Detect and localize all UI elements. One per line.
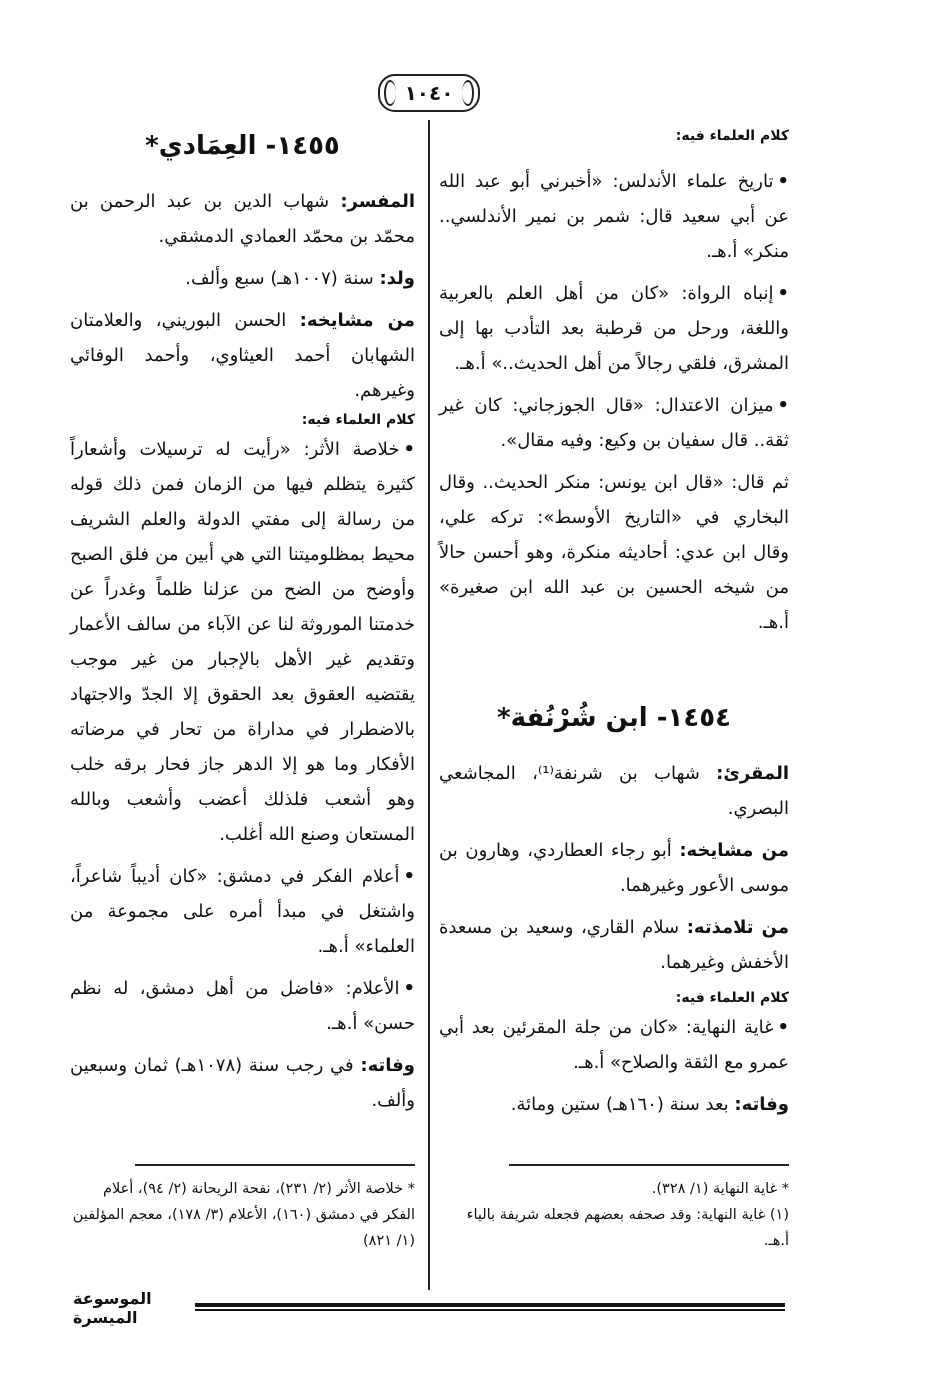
right-entry-body (439, 756, 789, 1122)
bullet-icon: • (403, 978, 415, 999)
right-section-head: كلام العلماء فيه: (675, 128, 789, 144)
bullet-icon: • (777, 283, 789, 304)
column-divider (428, 120, 430, 1290)
bullet-icon: • (777, 1017, 789, 1038)
right-entry-line: المقرئ: شهاب بن شرنفة⁽¹⁾، المجاشعي البصري. (439, 763, 789, 819)
left-para-2: •أعلام الفكر في دمشق: «كان أديباً شاعراً، واشتغل في مبدأ أمره على مجموعة من العلماء» أ.هـ. (70, 866, 415, 957)
footer-rule (195, 1303, 785, 1307)
right-footnote-1: * غاية النهاية (١/ ٣٢٨). (651, 1181, 789, 1197)
right-para-5: •غاية النهاية: «كان من جلة المقرئين بعد أبي عمرو مع الثقة والصلاح» أ.هـ. (439, 1017, 789, 1073)
left-footnote: * خلاصة الأثر (٢/ ٢٣١)، نفحة الريحانة (٢/ ٩٤)، أعلام الفكر في دمشق (١٦٠)، الأعلام (٣/ ١٧٨)، معجم المؤلفين (١/ ٨٢١) (72, 1181, 415, 1249)
footer-book-title: الموسوعة الميسرة (73, 1289, 152, 1327)
bullet-icon: • (777, 171, 789, 192)
page-number (378, 74, 480, 112)
right-entry-line: من تلامذته: سلام القاري، وسعيد بن مسعدة الأخفش وغيرهما. (439, 917, 789, 973)
right-body-top (439, 164, 789, 640)
footer-rule-thin (195, 1309, 785, 1311)
left-entry-line: ولد: سنة (١٠٠٧هـ) سبع وألف. (185, 268, 415, 289)
left-footnotes (70, 1176, 415, 1254)
right-section-head-2: كلام العلماء فيه: (675, 990, 789, 1006)
bullet-icon: • (777, 395, 789, 416)
bullet-icon: • (403, 866, 415, 887)
right-para-4: ثم قال: «قال ابن يونس: منكر الحديث.. وقال البخاري في «التاريخ الأوسط»: تركه علي، وقال ابن عدي: أحاديثه منكرة، وهو أحسن حالاً من شيخه الحسين بن عبد الله ابن صغيرة» أ.هـ. (439, 472, 789, 633)
left-entry-line: المفسر: شهاب الدين بن عبد الرحمن بن محمّد بن محمّد العمادي الدمشقي. (70, 191, 415, 247)
left-footnote-rule (135, 1164, 415, 1166)
right-para-2: •إنباه الرواة: «كان من أهل العلم بالعربية واللغة، ورحل من قرطبة بعد التأدب بها إلى المشرق، فلقي رجالاً من أهل الحديث..» أ.هـ. (439, 283, 789, 374)
right-footnotes (439, 1176, 789, 1254)
right-para-3: •ميزان الاعتدال: «قال الجوزجاني: كان غير ثقة.. قال سفيان بن وكيع: وفيه مقال». (439, 395, 789, 451)
right-entry-line: من مشايخه: أبو رجاء العطاردي، وهارون بن موسى الأعور وغيرهما. (439, 840, 789, 896)
right-entry-title: ١٤٥٤- ابن شُرْنُفة* (496, 703, 732, 733)
left-death: وفاته: في رجب سنة (١٠٧٨هـ) ثمان وسبعين وألف. (70, 1055, 415, 1111)
left-entry-line: من مشايخه: الحسن البوريني، والعلامتان الشهابان أحمد العيثاوي، وأحمد الوفائي وغيرهم. (70, 310, 415, 401)
right-footnote-rule (509, 1164, 789, 1166)
left-entry-body (70, 184, 415, 1118)
left-entry-title: ١٤٥٥- العِمَادي* (145, 131, 340, 161)
left-section-head: كلام العلماء فيه: (301, 412, 415, 428)
left-para-3: •الأعلام: «فاضل من أهل دمشق، له نظم حسن» أ.هـ. (70, 978, 415, 1034)
bullet-icon: • (403, 439, 415, 460)
left-para-1: •خلاصة الأثر: «رأيت له ترسيلات وأشعاراً كثيرة يتظلم فيها من الزمان فمن ذلك قوله من رسالة إلى مفتي الدولة والعلم الشريف محيط بمظلوميتنا التي هي أبين من فلق الصبح وأوضح من الضح من عزلنا ظلماً وغدراً عن خدمتنا الموروثة لنا عن الآباء من سالف الأعمار وتقديم غير الأهل بالإجبار من غير موجب يقتضيه العقوق بعد الحقوق إلا الجدّ والاجتهاد بالاضطرار في مداراة من تحار في مرضاته الأفكار وما هو إلا الدهر جاز فحار برقه خلب وهو أشعب فلذلك أعضب وأشعب وبالله المستعان وصنع الله أغلب. (70, 439, 415, 845)
right-footnote-2: (١) غاية النهاية: وقد صحفه بعضهم فجعله شريفة بالياء أ.هـ. (466, 1207, 789, 1249)
right-para-1: •تاريخ علماء الأندلس: «أخبرني أبو عبد الله عن أبي سعيد قال: شمر بن نمير الأندلسي.. منكر» أ.هـ. (439, 171, 789, 262)
page-number-text: ١٠٤٠ (404, 81, 454, 105)
right-death: وفاته: بعد سنة (١٦٠هـ) ستين ومائة. (510, 1094, 789, 1115)
